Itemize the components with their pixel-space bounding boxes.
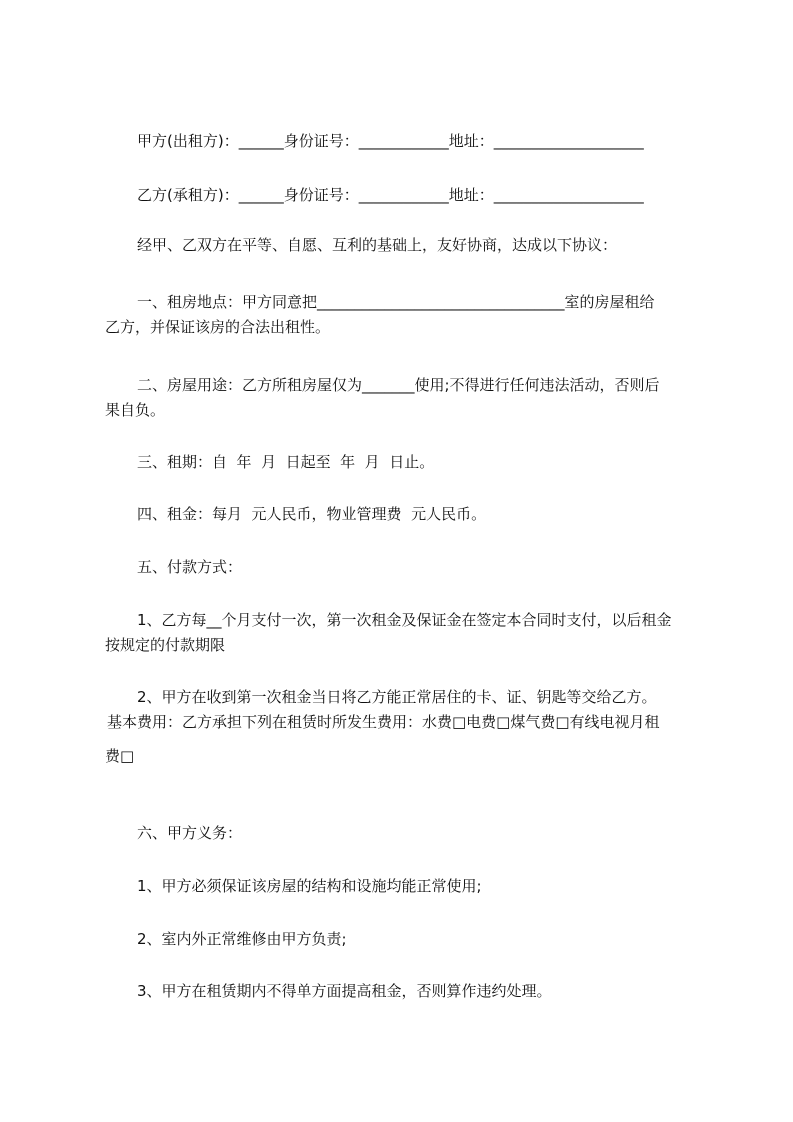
payment-2-line-1: 2、甲方在收到第一次租金当日将乙方能正常居住的卡、证、钥匙等交给乙方。 — [137, 688, 657, 706]
party-a-line: 甲方(出租方)：______身份证号：____________地址：____________________ — [137, 132, 644, 150]
clause-2-line-1: 二、房屋用途：乙方所租房屋仅为_______使用;不得进行任何违法活动，否则后 — [137, 376, 660, 394]
clause-3: 三、租期：自 年 月 日起至 年 月 日止。 — [137, 453, 435, 471]
payment-2-line-3: 费□ — [105, 747, 135, 765]
preamble: 经甲、乙双方在平等、自愿、互利的基础上，友好协商，达成以下协议： — [137, 236, 618, 254]
party-b-line: 乙方(承租方)：______身份证号：____________地址：____________________ — [137, 186, 644, 204]
clause-5-heading: 五、付款方式： — [137, 558, 243, 576]
clause-1-line-1: 一、租房地点：甲方同意把_________________________________室的房屋租给 — [137, 293, 655, 311]
payment-2-line-2: 基本费用：乙方承担下列在租赁时所发生费用：水费□电费□煤气费□有线电视月租 — [107, 713, 660, 731]
duty-1: 1、甲方必须保证该房屋的结构和设施均能正常使用; — [137, 877, 482, 895]
payment-1-line-2: 按规定的付款期限 — [105, 636, 226, 654]
clause-1-line-2: 乙方，并保证该房的合法出租性。 — [105, 318, 331, 336]
duty-3: 3、甲方在租赁期内不得单方面提高租金，否则算作违约处理。 — [137, 982, 552, 1000]
payment-1-line-1: 1、乙方每__个月支付一次，第一次租金及保证金在签定本合同时支付，以后租金 — [137, 611, 672, 629]
clause-4: 四、租金：每月 元人民币，物业管理费 元人民币。 — [137, 505, 487, 523]
clause-2-line-2: 果自负。 — [105, 401, 166, 419]
duty-2: 2、室内外正常维修由甲方负责; — [137, 930, 347, 948]
clause-6-heading: 六、甲方义务： — [137, 824, 243, 842]
